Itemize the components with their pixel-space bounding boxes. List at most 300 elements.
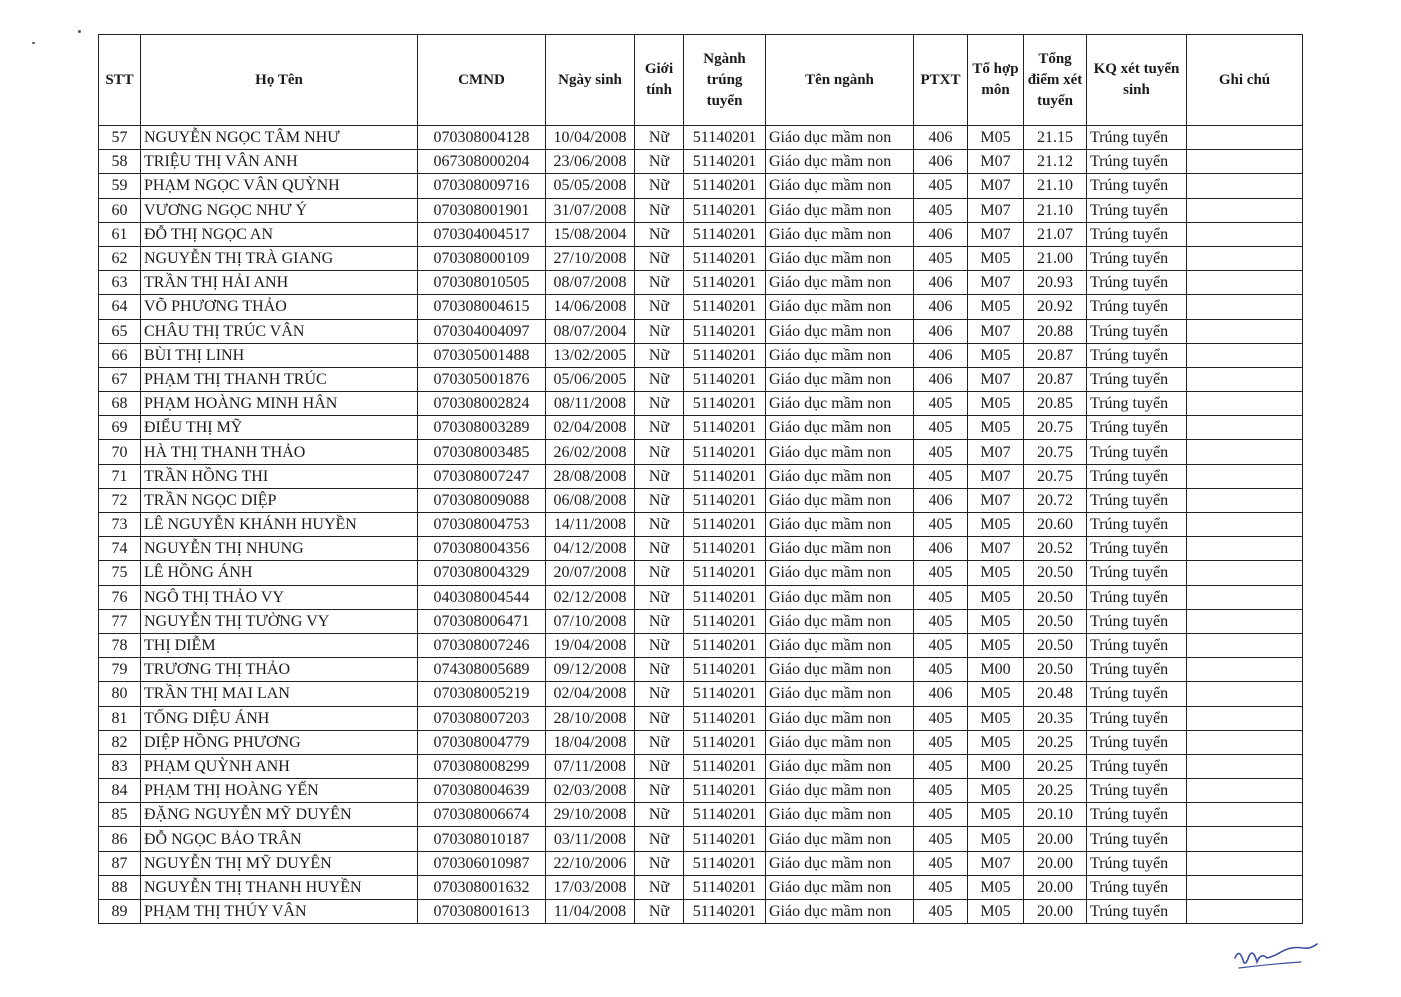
cell-name: NGUYỄN THỊ TƯỜNG VY: [141, 609, 418, 633]
cell-ptxt: 405: [914, 609, 968, 633]
cell-combo: M07: [968, 150, 1024, 174]
cell-gender: Nữ: [635, 343, 684, 367]
cell-note: [1187, 875, 1303, 899]
cell-note: [1187, 779, 1303, 803]
cell-combo: M07: [968, 319, 1024, 343]
cell-major-code: 51140201: [684, 513, 766, 537]
cell-major-name: Giáo dục mầm non: [766, 779, 914, 803]
scan-speck: [32, 42, 35, 44]
column-header-note: Ghi chú: [1187, 35, 1303, 126]
cell-major-code: 51140201: [684, 126, 766, 150]
cell-stt: 65: [99, 319, 141, 343]
cell-score: 20.75: [1024, 464, 1087, 488]
cell-result: Trúng tuyển: [1087, 875, 1187, 899]
cell-cmnd: 070308010505: [418, 271, 546, 295]
cell-note: [1187, 295, 1303, 319]
cell-note: [1187, 585, 1303, 609]
cell-combo: M05: [968, 803, 1024, 827]
cell-combo: M05: [968, 126, 1024, 150]
cell-major-name: Giáo dục mầm non: [766, 488, 914, 512]
cell-cmnd: 070306010987: [418, 851, 546, 875]
cell-combo: M05: [968, 392, 1024, 416]
cell-gender: Nữ: [635, 609, 684, 633]
cell-name: TRƯƠNG THỊ THẢO: [141, 658, 418, 682]
cell-combo: M05: [968, 730, 1024, 754]
cell-major-name: Giáo dục mầm non: [766, 513, 914, 537]
cell-stt: 66: [99, 343, 141, 367]
cell-stt: 59: [99, 174, 141, 198]
table-row: [99, 875, 1303, 899]
cell-score: 20.50: [1024, 633, 1087, 657]
cell-ptxt: 406: [914, 150, 968, 174]
cell-name: NGUYỄN THỊ THANH HUYỀN: [141, 875, 418, 899]
cell-result: Trúng tuyển: [1087, 126, 1187, 150]
cell-ptxt: 405: [914, 730, 968, 754]
cell-result: Trúng tuyển: [1087, 343, 1187, 367]
cell-major-name: Giáo dục mầm non: [766, 295, 914, 319]
cell-cmnd: 070308006471: [418, 609, 546, 633]
cell-name: HÀ THỊ THANH THẢO: [141, 440, 418, 464]
cell-name: TỐNG DIỆU ÁNH: [141, 706, 418, 730]
cell-stt: 62: [99, 246, 141, 270]
cell-note: [1187, 464, 1303, 488]
cell-combo: M07: [968, 537, 1024, 561]
cell-gender: Nữ: [635, 416, 684, 440]
cell-major-code: 51140201: [684, 367, 766, 391]
cell-major-code: 51140201: [684, 537, 766, 561]
cell-major-code: 51140201: [684, 246, 766, 270]
cell-score: 21.15: [1024, 126, 1087, 150]
cell-ptxt: 406: [914, 682, 968, 706]
cell-stt: 87: [99, 851, 141, 875]
cell-dob: 06/08/2008: [546, 488, 635, 512]
cell-name: TRIỆU THỊ VÂN ANH: [141, 150, 418, 174]
cell-stt: 72: [99, 488, 141, 512]
cell-result: Trúng tuyển: [1087, 392, 1187, 416]
cell-ptxt: 406: [914, 295, 968, 319]
cell-stt: 80: [99, 682, 141, 706]
cell-gender: Nữ: [635, 271, 684, 295]
cell-gender: Nữ: [635, 222, 684, 246]
cell-major-name: Giáo dục mầm non: [766, 174, 914, 198]
cell-result: Trúng tuyển: [1087, 609, 1187, 633]
cell-name: BÙI THỊ LINH: [141, 343, 418, 367]
cell-score: 20.75: [1024, 416, 1087, 440]
cell-cmnd: 070308001901: [418, 198, 546, 222]
cell-gender: Nữ: [635, 827, 684, 851]
cell-note: [1187, 488, 1303, 512]
cell-combo: M05: [968, 875, 1024, 899]
cell-cmnd: 070308007246: [418, 633, 546, 657]
cell-name: NGUYỄN NGỌC TÂM NHƯ: [141, 126, 418, 150]
cell-gender: Nữ: [635, 706, 684, 730]
cell-score: 20.25: [1024, 754, 1087, 778]
cell-result: Trúng tuyển: [1087, 513, 1187, 537]
cell-dob: 29/10/2008: [546, 803, 635, 827]
cell-major-name: Giáo dục mầm non: [766, 367, 914, 391]
cell-dob: 22/10/2006: [546, 851, 635, 875]
cell-cmnd: 070308004356: [418, 537, 546, 561]
cell-major-code: 51140201: [684, 730, 766, 754]
cell-name: NGUYỄN THỊ TRÀ GIANG: [141, 246, 418, 270]
table-row: [99, 246, 1303, 270]
cell-ptxt: 405: [914, 803, 968, 827]
cell-result: Trúng tuyển: [1087, 730, 1187, 754]
cell-name: VƯƠNG NGỌC NHƯ Ý: [141, 198, 418, 222]
cell-gender: Nữ: [635, 658, 684, 682]
cell-name: DIỆP HỒNG PHƯƠNG: [141, 730, 418, 754]
cell-cmnd: 070308003289: [418, 416, 546, 440]
cell-dob: 18/04/2008: [546, 730, 635, 754]
cell-result: Trúng tuyển: [1087, 488, 1187, 512]
cell-ptxt: 406: [914, 222, 968, 246]
cell-cmnd: 070308001632: [418, 875, 546, 899]
cell-stt: 68: [99, 392, 141, 416]
cell-name: ĐIỂU THỊ MỸ: [141, 416, 418, 440]
cell-gender: Nữ: [635, 900, 684, 924]
cell-result: Trúng tuyển: [1087, 246, 1187, 270]
cell-score: 20.25: [1024, 779, 1087, 803]
cell-combo: M07: [968, 174, 1024, 198]
column-header-gender: Giới tính: [635, 35, 684, 126]
cell-cmnd: 070304004097: [418, 319, 546, 343]
cell-result: Trúng tuyển: [1087, 706, 1187, 730]
cell-major-code: 51140201: [684, 488, 766, 512]
cell-gender: Nữ: [635, 440, 684, 464]
cell-note: [1187, 174, 1303, 198]
cell-stt: 86: [99, 827, 141, 851]
cell-combo: M05: [968, 779, 1024, 803]
cell-dob: 23/06/2008: [546, 150, 635, 174]
cell-result: Trúng tuyển: [1087, 585, 1187, 609]
cell-ptxt: 405: [914, 633, 968, 657]
cell-major-name: Giáo dục mầm non: [766, 803, 914, 827]
cell-ptxt: 405: [914, 561, 968, 585]
table-row: [99, 851, 1303, 875]
cell-note: [1187, 561, 1303, 585]
cell-score: 20.00: [1024, 875, 1087, 899]
cell-ptxt: 406: [914, 488, 968, 512]
cell-name: PHẠM THỊ HOÀNG YẾN: [141, 779, 418, 803]
cell-score: 20.92: [1024, 295, 1087, 319]
cell-dob: 17/03/2008: [546, 875, 635, 899]
cell-major-code: 51140201: [684, 682, 766, 706]
cell-dob: 02/12/2008: [546, 585, 635, 609]
cell-score: 20.00: [1024, 827, 1087, 851]
cell-dob: 10/04/2008: [546, 126, 635, 150]
cell-note: [1187, 367, 1303, 391]
cell-note: [1187, 392, 1303, 416]
cell-ptxt: 405: [914, 658, 968, 682]
table-row: [99, 537, 1303, 561]
cell-major-name: Giáo dục mầm non: [766, 537, 914, 561]
cell-name: VÕ PHƯƠNG THẢO: [141, 295, 418, 319]
scan-speck: [78, 30, 81, 33]
cell-combo: M07: [968, 488, 1024, 512]
column-header-ptxt: PTXT: [914, 35, 968, 126]
cell-major-code: 51140201: [684, 561, 766, 585]
cell-gender: Nữ: [635, 851, 684, 875]
cell-dob: 15/08/2004: [546, 222, 635, 246]
cell-stt: 69: [99, 416, 141, 440]
cell-stt: 85: [99, 803, 141, 827]
cell-score: 20.87: [1024, 343, 1087, 367]
cell-dob: 05/06/2005: [546, 367, 635, 391]
cell-score: 20.00: [1024, 900, 1087, 924]
cell-stt: 77: [99, 609, 141, 633]
table-row: [99, 754, 1303, 778]
cell-stt: 60: [99, 198, 141, 222]
cell-score: 20.25: [1024, 730, 1087, 754]
cell-combo: M00: [968, 658, 1024, 682]
cell-major-code: 51140201: [684, 803, 766, 827]
cell-cmnd: 070308004753: [418, 513, 546, 537]
cell-dob: 07/11/2008: [546, 754, 635, 778]
cell-combo: M05: [968, 585, 1024, 609]
cell-result: Trúng tuyển: [1087, 174, 1187, 198]
cell-combo: M05: [968, 827, 1024, 851]
cell-result: Trúng tuyển: [1087, 900, 1187, 924]
cell-ptxt: 406: [914, 126, 968, 150]
cell-gender: Nữ: [635, 319, 684, 343]
cell-dob: 08/07/2008: [546, 271, 635, 295]
cell-stt: 84: [99, 779, 141, 803]
cell-major-code: 51140201: [684, 900, 766, 924]
cell-gender: Nữ: [635, 392, 684, 416]
cell-cmnd: 070308009088: [418, 488, 546, 512]
cell-major-code: 51140201: [684, 392, 766, 416]
cell-ptxt: 405: [914, 198, 968, 222]
cell-note: [1187, 682, 1303, 706]
cell-note: [1187, 246, 1303, 270]
cell-name: ĐỖ NGỌC BẢO TRÂN: [141, 827, 418, 851]
cell-major-name: Giáo dục mầm non: [766, 875, 914, 899]
column-header-name: Họ Tên: [141, 35, 418, 126]
table-row: [99, 609, 1303, 633]
cell-combo: M05: [968, 609, 1024, 633]
cell-dob: 03/11/2008: [546, 827, 635, 851]
cell-major-name: Giáo dục mầm non: [766, 416, 914, 440]
cell-major-code: 51140201: [684, 295, 766, 319]
cell-ptxt: 405: [914, 246, 968, 270]
cell-cmnd: 070308004779: [418, 730, 546, 754]
cell-note: [1187, 803, 1303, 827]
cell-cmnd: 070308001613: [418, 900, 546, 924]
cell-combo: M07: [968, 851, 1024, 875]
cell-dob: 02/03/2008: [546, 779, 635, 803]
cell-major-code: 51140201: [684, 754, 766, 778]
cell-score: 20.93: [1024, 271, 1087, 295]
table-row: [99, 803, 1303, 827]
cell-name: THỊ DIỄM: [141, 633, 418, 657]
cell-major-name: Giáo dục mầm non: [766, 561, 914, 585]
cell-gender: Nữ: [635, 513, 684, 537]
cell-gender: Nữ: [635, 174, 684, 198]
cell-ptxt: 405: [914, 706, 968, 730]
cell-major-name: Giáo dục mầm non: [766, 900, 914, 924]
cell-note: [1187, 900, 1303, 924]
cell-result: Trúng tuyển: [1087, 682, 1187, 706]
cell-dob: 04/12/2008: [546, 537, 635, 561]
cell-cmnd: 070308005219: [418, 682, 546, 706]
cell-combo: M05: [968, 633, 1024, 657]
column-header-score: Tổng điểm xét tuyển: [1024, 35, 1087, 126]
cell-gender: Nữ: [635, 585, 684, 609]
cell-stt: 73: [99, 513, 141, 537]
cell-result: Trúng tuyển: [1087, 440, 1187, 464]
cell-name: NGUYỄN THỊ MỸ DUYÊN: [141, 851, 418, 875]
cell-dob: 20/07/2008: [546, 561, 635, 585]
cell-cmnd: 070308002824: [418, 392, 546, 416]
cell-combo: M05: [968, 682, 1024, 706]
table-header-row: [99, 35, 1303, 126]
cell-name: PHẠM THỊ THANH TRÚC: [141, 367, 418, 391]
cell-dob: 14/06/2008: [546, 295, 635, 319]
cell-score: 20.50: [1024, 561, 1087, 585]
table-row: [99, 126, 1303, 150]
cell-major-name: Giáo dục mầm non: [766, 609, 914, 633]
column-header-cmnd: CMND: [418, 35, 546, 126]
cell-result: Trúng tuyển: [1087, 271, 1187, 295]
cell-stt: 88: [99, 875, 141, 899]
cell-dob: 13/02/2005: [546, 343, 635, 367]
cell-stt: 76: [99, 585, 141, 609]
cell-cmnd: 070308009716: [418, 174, 546, 198]
cell-result: Trúng tuyển: [1087, 319, 1187, 343]
cell-cmnd: 067308000204: [418, 150, 546, 174]
table-row: [99, 827, 1303, 851]
cell-major-name: Giáo dục mầm non: [766, 585, 914, 609]
cell-note: [1187, 754, 1303, 778]
cell-gender: Nữ: [635, 295, 684, 319]
cell-result: Trúng tuyển: [1087, 827, 1187, 851]
cell-major-code: 51140201: [684, 585, 766, 609]
table-row: [99, 440, 1303, 464]
cell-dob: 28/08/2008: [546, 464, 635, 488]
cell-cmnd: 070308008299: [418, 754, 546, 778]
cell-dob: 26/02/2008: [546, 440, 635, 464]
cell-cmnd: 074308005689: [418, 658, 546, 682]
cell-stt: 81: [99, 706, 141, 730]
cell-cmnd: 070308004639: [418, 779, 546, 803]
cell-major-name: Giáo dục mầm non: [766, 440, 914, 464]
cell-result: Trúng tuyển: [1087, 295, 1187, 319]
cell-major-name: Giáo dục mầm non: [766, 464, 914, 488]
table-row: [99, 682, 1303, 706]
cell-result: Trúng tuyển: [1087, 198, 1187, 222]
cell-note: [1187, 126, 1303, 150]
cell-note: [1187, 343, 1303, 367]
cell-major-name: Giáo dục mầm non: [766, 658, 914, 682]
cell-note: [1187, 851, 1303, 875]
cell-gender: Nữ: [635, 537, 684, 561]
table-row: [99, 295, 1303, 319]
cell-major-code: 51140201: [684, 174, 766, 198]
cell-cmnd: 040308004544: [418, 585, 546, 609]
cell-note: [1187, 730, 1303, 754]
cell-ptxt: 405: [914, 851, 968, 875]
cell-dob: 08/07/2004: [546, 319, 635, 343]
cell-ptxt: 406: [914, 537, 968, 561]
cell-major-code: 51140201: [684, 706, 766, 730]
cell-result: Trúng tuyển: [1087, 851, 1187, 875]
cell-ptxt: 405: [914, 464, 968, 488]
cell-major-name: Giáo dục mầm non: [766, 246, 914, 270]
cell-note: [1187, 150, 1303, 174]
cell-cmnd: 070304004517: [418, 222, 546, 246]
table-body: [99, 126, 1303, 924]
table-row: [99, 392, 1303, 416]
cell-result: Trúng tuyển: [1087, 537, 1187, 561]
cell-major-code: 51140201: [684, 464, 766, 488]
cell-stt: 78: [99, 633, 141, 657]
cell-score: 20.48: [1024, 682, 1087, 706]
cell-stt: 71: [99, 464, 141, 488]
cell-note: [1187, 827, 1303, 851]
cell-combo: M07: [968, 271, 1024, 295]
cell-combo: M07: [968, 464, 1024, 488]
cell-cmnd: 070305001488: [418, 343, 546, 367]
cell-stt: 70: [99, 440, 141, 464]
cell-combo: M05: [968, 513, 1024, 537]
cell-major-name: Giáo dục mầm non: [766, 126, 914, 150]
cell-stt: 64: [99, 295, 141, 319]
cell-name: LÊ HỒNG ÁNH: [141, 561, 418, 585]
cell-name: PHẠM THỊ THÚY VÂN: [141, 900, 418, 924]
cell-stt: 61: [99, 222, 141, 246]
cell-cmnd: 070308000109: [418, 246, 546, 270]
cell-gender: Nữ: [635, 754, 684, 778]
cell-gender: Nữ: [635, 682, 684, 706]
cell-name: TRẦN THỊ MAI LAN: [141, 682, 418, 706]
cell-stt: 63: [99, 271, 141, 295]
cell-note: [1187, 658, 1303, 682]
cell-result: Trúng tuyển: [1087, 150, 1187, 174]
cell-major-name: Giáo dục mầm non: [766, 730, 914, 754]
cell-stt: 82: [99, 730, 141, 754]
cell-cmnd: 070308004128: [418, 126, 546, 150]
cell-ptxt: 405: [914, 416, 968, 440]
cell-dob: 07/10/2008: [546, 609, 635, 633]
cell-dob: 28/10/2008: [546, 706, 635, 730]
cell-major-name: Giáo dục mầm non: [766, 343, 914, 367]
cell-dob: 31/07/2008: [546, 198, 635, 222]
column-header-combo: Tổ hợp môn: [968, 35, 1024, 126]
cell-gender: Nữ: [635, 875, 684, 899]
table-row: [99, 658, 1303, 682]
cell-name: TRẦN THỊ HẢI ANH: [141, 271, 418, 295]
cell-major-name: Giáo dục mầm non: [766, 851, 914, 875]
table-row: [99, 222, 1303, 246]
table-row: [99, 319, 1303, 343]
cell-dob: 02/04/2008: [546, 416, 635, 440]
table-row: [99, 367, 1303, 391]
cell-dob: 02/04/2008: [546, 682, 635, 706]
cell-stt: 67: [99, 367, 141, 391]
column-header-stt: STT: [99, 35, 141, 126]
table-row: [99, 343, 1303, 367]
cell-name: LÊ NGUYỄN KHÁNH HUYỀN: [141, 513, 418, 537]
table-row: [99, 900, 1303, 924]
cell-cmnd: 070308004615: [418, 295, 546, 319]
cell-combo: M07: [968, 222, 1024, 246]
cell-note: [1187, 706, 1303, 730]
cell-result: Trúng tuyển: [1087, 633, 1187, 657]
cell-score: 20.87: [1024, 367, 1087, 391]
cell-major-code: 51140201: [684, 343, 766, 367]
cell-name: ĐỖ THỊ NGỌC AN: [141, 222, 418, 246]
cell-major-code: 51140201: [684, 440, 766, 464]
